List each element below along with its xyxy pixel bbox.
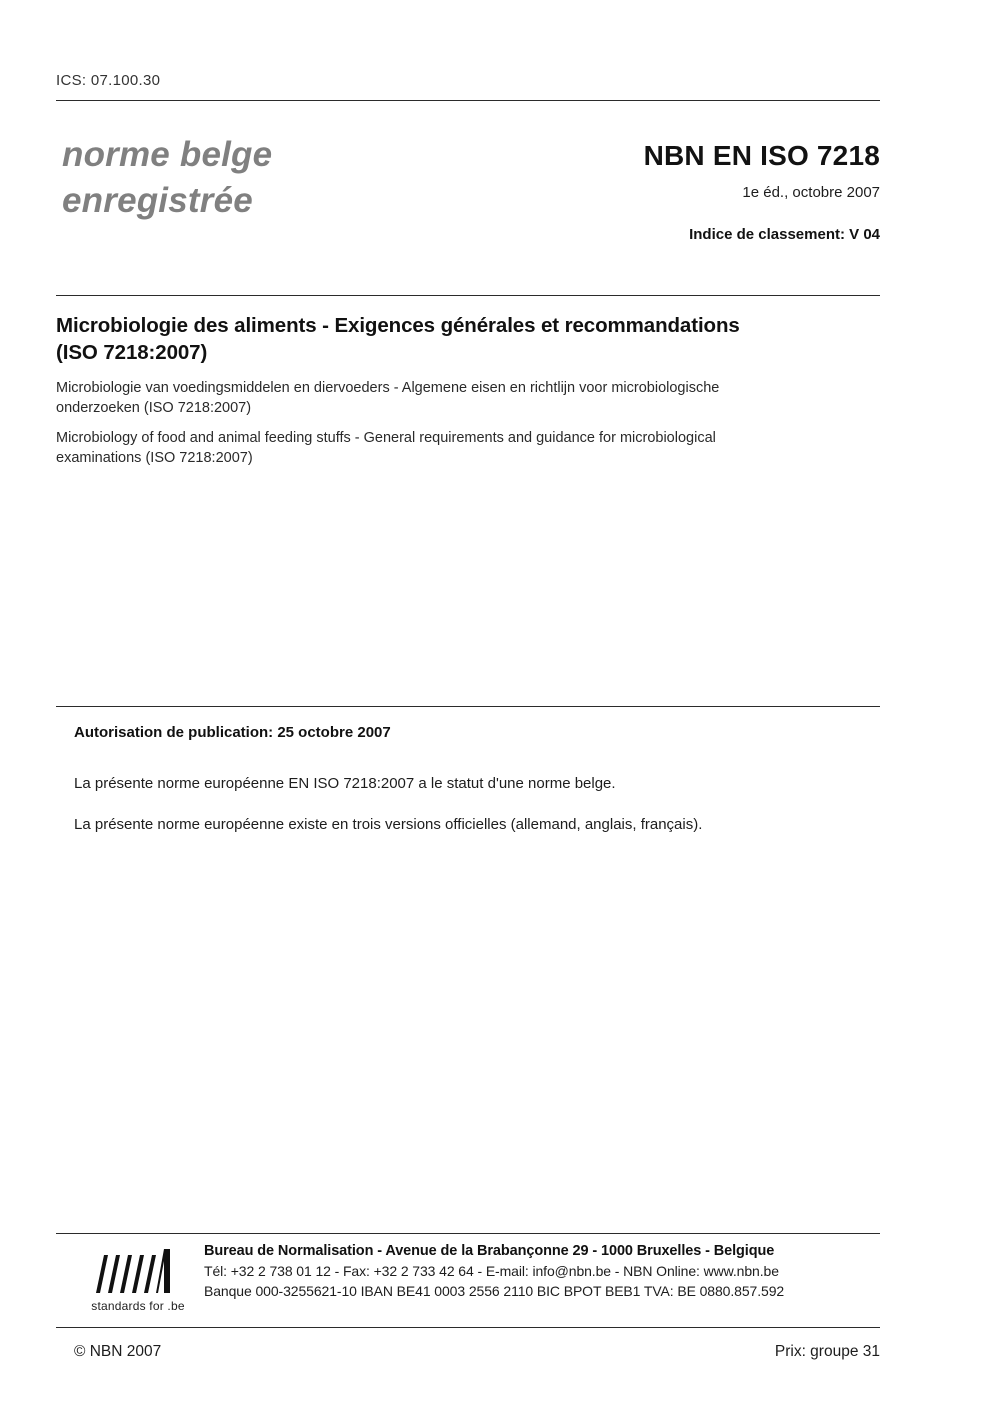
title-dutch	[56, 379, 866, 418]
title-english-line2: examinations (ISO 7218:2007)	[56, 449, 253, 466]
title-french-line1: Microbiologie des aliments - Exigences générales et recommandations	[56, 314, 740, 337]
classification-index: Indice de classement: V 04	[689, 226, 880, 243]
divider-footer	[56, 1233, 880, 1234]
nbn-logo	[74, 1247, 202, 1321]
title-english	[56, 429, 866, 468]
publication-authorisation: Autorisation de publication: 25 octobre 2007	[74, 724, 391, 741]
footer-address: Bureau de Normalisation - Avenue de la Brabançonne 29 - 1000 Bruxelles - Belgique	[204, 1243, 775, 1259]
edition-date: 1e éd., octobre 2007	[742, 184, 880, 201]
footer-contact-block	[204, 1243, 880, 1299]
publication-paragraph-1: La présente norme européenne EN ISO 7218:2007 a le statut d'une norme belge.	[74, 775, 616, 792]
norme-belge-line2: enregistrée	[62, 181, 253, 221]
divider-footer-bottom	[56, 1327, 880, 1328]
footer	[56, 1243, 880, 1323]
title-dutch-line2: onderzoeken (ISO 7218:2007)	[56, 399, 252, 416]
divider-title	[56, 295, 880, 296]
nbn-logo-icon	[74, 1247, 202, 1299]
title-dutch-line1: Microbiologie van voedingsmiddelen en diervoeders - Algemene eisen en richtlijn voor microbiologische	[56, 380, 720, 397]
norme-belge-label	[62, 132, 272, 224]
title-english-line1: Microbiology of food and animal feeding stuffs - General requirements and guidance for microbiological	[56, 430, 716, 447]
page-content	[56, 0, 880, 1403]
standard-number: NBN EN ISO 7218	[643, 140, 880, 171]
footer-bank-details: Banque 000-3255621-10 IBAN BE41 0003 2556 2110 BIC BPOT BEB1 TVA: BE 0880.857.592	[204, 1283, 785, 1299]
publication-paragraph-2: La présente norme européenne existe en trois versions officielles (allemand, anglais, français).	[74, 816, 703, 833]
masthead	[56, 132, 880, 272]
divider-top	[56, 100, 880, 101]
copyright-notice: © NBN 2007	[74, 1343, 162, 1360]
title-french	[56, 312, 866, 366]
ics-code: ICS: 07.100.30	[56, 72, 161, 89]
logo-caption: standards for .be	[91, 1299, 185, 1313]
norme-belge-line1: norme belge	[62, 135, 273, 174]
price-group: Prix: groupe 31	[774, 1343, 880, 1360]
footer-contact: Tél: +32 2 738 01 12 - Fax: +32 2 733 42 64 - E-mail: info@nbn.be - NBN Online: www.nbn.be	[204, 1263, 779, 1279]
title-french-line2: (ISO 7218:2007)	[56, 341, 208, 365]
title-block	[56, 312, 866, 468]
divider-publication	[56, 706, 880, 707]
